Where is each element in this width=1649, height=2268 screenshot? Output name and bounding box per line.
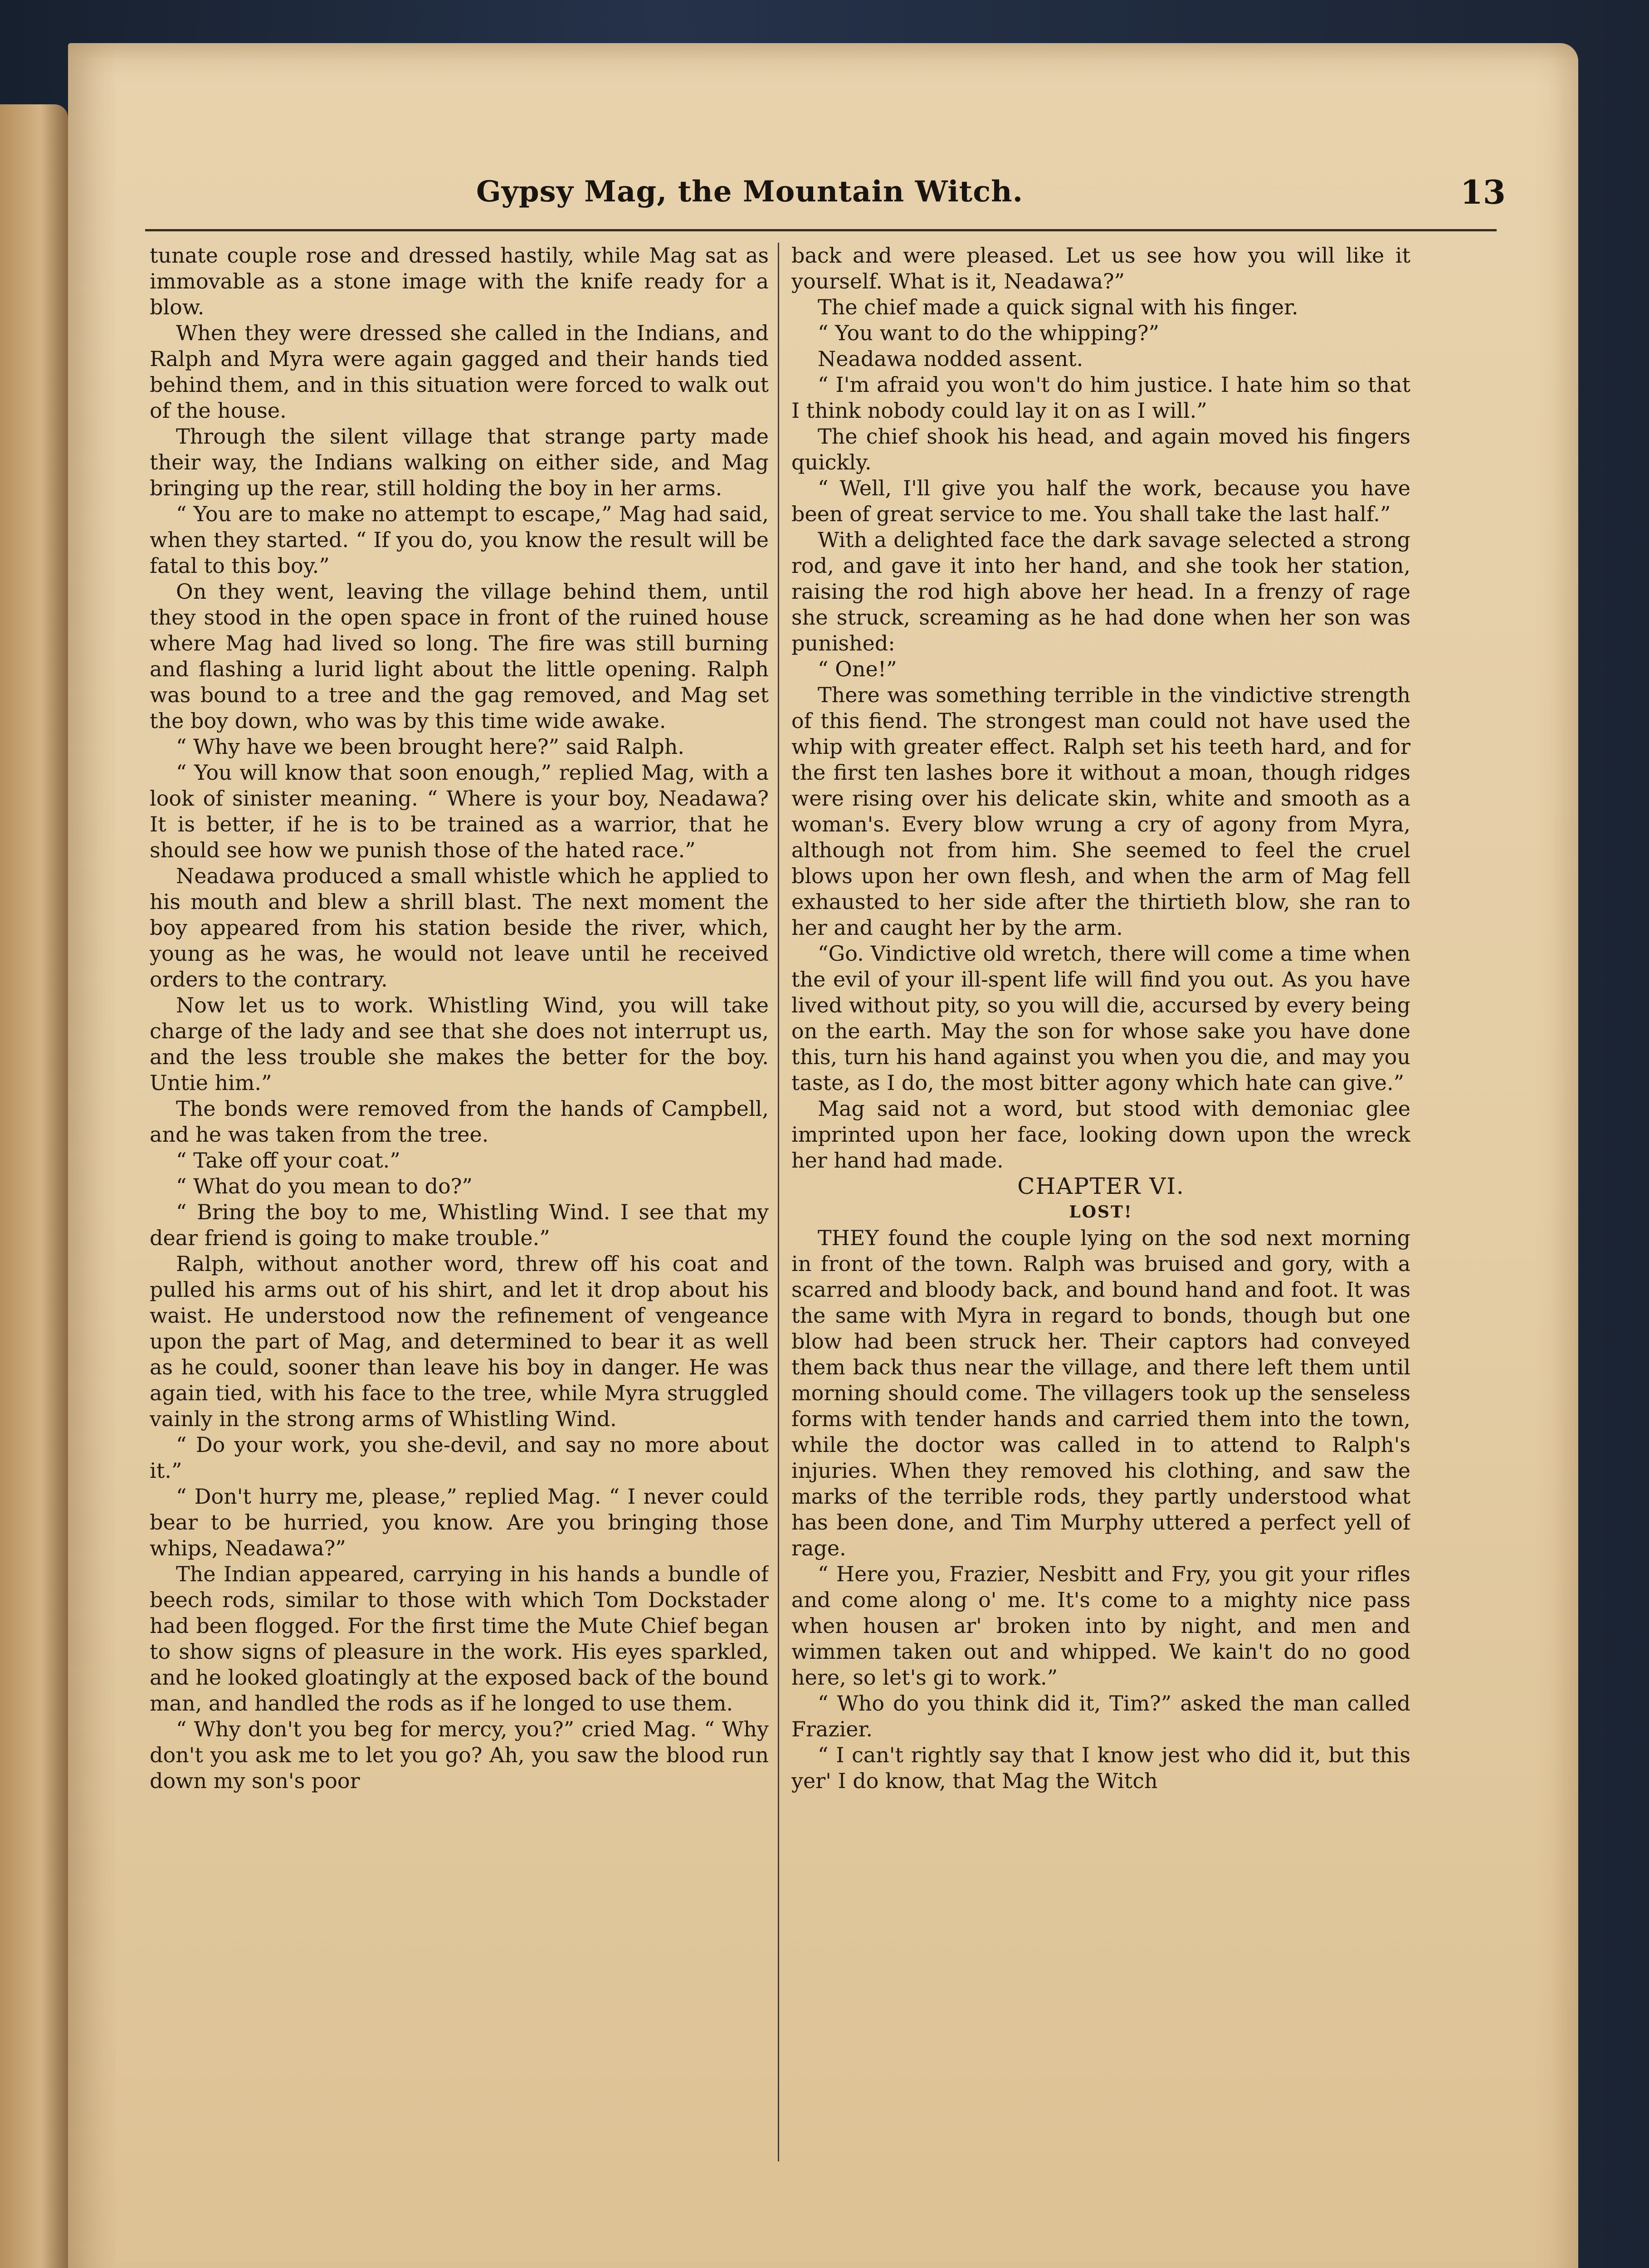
paragraph: “ I can't rightly say that I know jest who did it, but this yer' I do know, that Mag the Witch [791,1743,1410,1793]
paragraph: The bonds were removed from the hands of Campbell, and he was taken from the tree. [150,1096,769,1147]
paragraph: “ You want to do the whipping?” [818,321,1160,345]
paragraph: “ One!” [818,657,897,681]
paragraph: “ I'm afraid you won't do him justice. I hate him so that I think nobody could lay it on as I will.” [791,372,1410,423]
paragraph: “ Why don't you beg for mercy, you?” cried Mag. “ Why don't you ask me to let you go? Ah, you saw the blood run down my son's poor [150,1717,769,1793]
paragraph: Now let us to work. Whistling Wind, you will take charge of the lady and see that she does not interrupt us, and the less trouble she makes the better for the boy. Untie him.” [150,993,769,1095]
paragraph: “ What do you mean to do?” [176,1174,473,1198]
paragraph: Ralph, without another word, threw off his coat and pulled his arms out of his shirt, and let it drop about his waist. He understood now the refinement of vengeance upon the part of Mag, and determined to bear it as well as he could, sooner than leave his boy in danger. He was again tied, with his face to the tree, while Myra struggled vainly in the strong arms of Whistling Wind. [150,1251,769,1431]
paragraph: “ Here you, Frazier, Nesbitt and Fry, you git your rifles and come along o' me. It's come to a mighty nice pass when housen ar' broken into by night, and men and wimmen taken out and whipped. We kain't do no good here, so let's gi to work.” [791,1562,1410,1690]
paragraph: tunate couple rose and dressed hastily, while Mag sat as immovable as a stone image with the knife ready for a blow. [150,243,769,319]
paragraph: “ You will know that soon enough,” replied Mag, with a look of sinister meaning. “ Where is your boy, Neadawa? It is better, if he is to be trained as a warrior, that he should see how we punish those of the hated race.” [150,760,769,862]
header-rule [145,229,1497,231]
chapter-title: CHAPTER VI. [1017,1173,1185,1199]
paragraph: back and were pleased. Let us see how you will like it yourself. What is it, Neadawa?” [791,243,1410,293]
paragraph: With a delighted face the dark savage selected a strong rod, and gave it into her hand, and she took her station, raising the rod high above her head. In a frenzy of rage she struck, screaming as he had done when her son was punished: [791,528,1410,655]
paragraph: Through the silent village that strange party made their way, the Indians walking on either side, and Mag bringing up the rear, still holding the boy in her arms. [150,424,769,500]
right-column [791,243,1410,2161]
paragraph: The chief shook his head, and again moved his fingers quickly. [791,424,1410,474]
paragraph: The chief made a quick signal with his finger. [818,295,1298,319]
paragraph: “ Who do you think did it, Tim?” asked the man called Frazier. [791,1691,1410,1741]
paragraph: There was something terrible in the vindictive strength of this fiend. The strongest man could not have used the whip with greater effect. Ralph set his teeth hard, and for the first ten lashes bore it without a moan, though ridges were rising over his delicate skin, white and smooth as a woman's. Every blow wrung a cry of agony from Myra, although not from him. She seemed to feel the cruel blows upon her own flesh, and when the arm of Mag fell exhausted to her side after the thirtieth blow, she ran to her and caught her by the arm. [791,683,1410,940]
paragraph: Mag said not a word, but stood with demoniac glee imprinted upon her face, looking down upon the wreck her hand had made. [791,1096,1410,1173]
paragraph: “ You are to make no attempt to escape,” Mag had said, when they started. “ If you do, you know the result will be fatal to this boy.” [150,502,769,578]
chapter-subtitle: LOST! [1069,1202,1133,1222]
paragraph: The Indian appeared, carrying in his hands a bundle of beech rods, similar to those with which Tom Dockstader had been flogged. For the first time the Mute Chief began to show signs of pleasure in the work. His eyes sparkled, and he looked gloatingly at the exposed back of the bound man, and handled the rods as if he longed to use them. [150,1562,769,1716]
paragraph: “Go. Vindictive old wretch, there will come a time when the evil of your ill-spent life will find you out. As you have lived without pity, so you will die, accursed by every being on the earth. May the son for whose sake you have done this, turn his hand against you when you die, and may you taste, as I do, the most bitter agony which hate can give.” [791,941,1410,1095]
running-title: Gypsy Mag, the Mountain Witch. [476,175,1023,209]
paragraph: Neadawa nodded assent. [818,347,1083,371]
paragraph: “ Well, I'll give you half the work, because you have been of great service to me. You shall take the last half.” [791,476,1410,526]
paragraph: “ Do your work, you she-devil, and say no more about it.” [150,1432,769,1483]
paragraph: On they went, leaving the village behind them, until they stood in the open space in front of the ruined house where Mag had lived so long. The fire was still burning and flashing a lurid light about the little opening. Ralph was bound to a tree and the gag removed, and Mag set the boy down, who was by this time wide awake. [150,579,769,733]
paragraph: Neadawa produced a small whistle which he applied to his mouth and blew a shrill blast. The next moment the boy appeared from his station beside the river, which, young as he was, he would not leave until he received orders to the contrary. [150,864,769,992]
left-page-edge [0,104,68,2268]
paragraph: THEY found the couple lying on the sod next morning in front of the town. Ralph was bruised and gory, with a scarred and bloody back, and bound hand and foot. It was the same with Myra in regard to bonds, though but one blow had been struck her. Their captors had conveyed them back thus near the village, and there left them until morning should come. The villagers took up the senseless forms with tender hands and carried them into the town, while the doctor was called in to attend to Ralph's injuries. When they removed his clothing, and saw the marks of the terrible rods, they partly understood what has been done, and Tim Murphy uttered a perfect yell of rage. [791,1226,1410,1560]
book-page [68,43,1578,2268]
left-column [150,243,769,2161]
page-header [476,175,1506,225]
column-divider [778,243,779,2161]
paragraph: “ Why have we been brought here?” said Ralph. [176,734,685,759]
paragraph: “ Bring the boy to me, Whistling Wind. I see that my dear friend is going to make trouble.” [150,1200,769,1250]
page-number: 13 [1460,173,1506,211]
paragraph: “ Take off your coat.” [176,1148,400,1173]
paragraph: When they were dressed she called in the Indians, and Ralph and Myra were again gagged and their hands tied behind them, and in this situation were forced to walk out of the house. [150,321,769,423]
paragraph: “ Don't hurry me, please,” replied Mag. “ I never could bear to be hurried, you know. Are you bringing those whips, Neadawa?” [150,1484,769,1560]
